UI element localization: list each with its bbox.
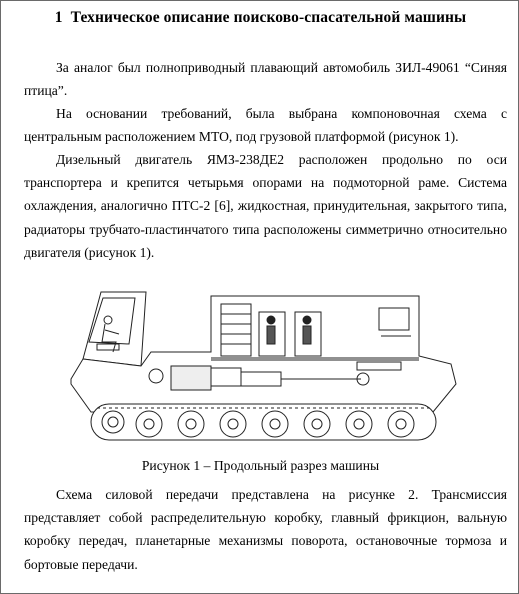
paragraph-analog: За аналог был полноприводный плавающий автомобиль ЗИЛ-49061 “Синяя птица”.	[24, 60, 507, 99]
section-title: Техническое описание поисково-спасательной машины	[70, 9, 467, 26]
figure-caption: Рисунок 1 – Продольный разрез машины	[141, 458, 380, 473]
section-number: 1	[54, 9, 63, 26]
paragraph-transmission: Схема силовой передачи представлена на рисунке 2. Трансмиссия представляет собой распределительную коробку, главный фрикцион, вальную коробку передач, планетарные механизмы поворота, остановочные тормоза и бортовые передачи.	[24, 487, 507, 572]
vehicle-section-drawing	[61, 284, 466, 444]
paragraph-layout: На основании требований, была выбрана компоновочная схема с центральным расположением МТО, под грузовой платформой (рисунок 1).	[24, 106, 507, 145]
engine-block	[171, 366, 211, 390]
section-heading	[1, 9, 519, 27]
cab-outline	[83, 292, 146, 366]
paragraph-engine: Дизельный двигатель ЯМЗ-238ДЕ2 расположен продольно по оси транспортера и крепится четырьмя опорами на подмоторной раме. Система охлаждения, аналогично ПТС-2 [6], жидкостная, принудительная, закрытого типа, радиаторы трубчато-пластинчатого типа расположены симметрично относительно двигателя (рисунок 1).	[24, 152, 507, 260]
